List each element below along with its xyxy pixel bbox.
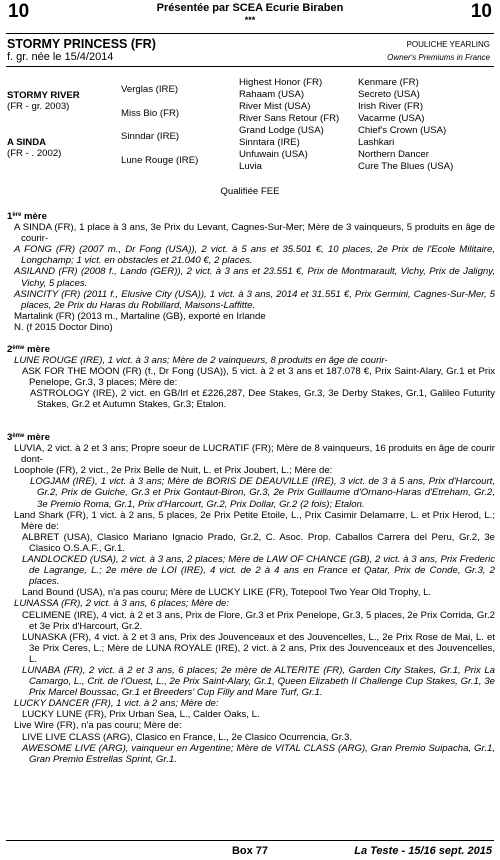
pedigree-sire: STORMY RIVER <box>7 90 80 101</box>
dam3-entry: LUNASSA (FR), 2 vict. à 3 ans, 6 places; Mère de: <box>14 598 230 610</box>
pedigree-gen2: Miss Bio (FR) <box>121 108 180 119</box>
pedigree-gen3: Unfuwain (USA) <box>239 149 308 160</box>
dam1-entry: ASINCITY (FR) (2011 f., Elusive City (USA)), 1 vict. à 3 ans, 2014 et 31.551 €, Prix Germini, Cagnes-Sur-Mer, 5 places, 2e Prix du Haras du Robillard, Maisons-Laffitte. <box>14 288 495 311</box>
dam3-entry: CELIMENE (IRE), 4 vict. à 2 et 3 ans, Prix de Flore, Gr.3 et Prix Penelope, Gr.3, 5 places, 2e Prix Corrida, Gr.2 et 3e Prix d'Harcourt, Gr.2. <box>22 609 495 632</box>
dam1-entry: A FONG (FR) (2007 m., Dr Fong (USA)), 2 vict. à 5 ans et 35.501 €, 10 places, 2e Prix de l'Ecole Militaire, Longchamp; 1 vict. en obstacles et 21.040 €, 2 places. <box>14 244 495 267</box>
consignor-line: Présentée par SCEA Ecurie Biraben <box>156 2 344 14</box>
lot-number-right: 10 <box>470 1 492 22</box>
pedigree-gen3: Highest Honor (FR) <box>239 77 323 88</box>
pedigree-gen3: Sinntara (IRE) <box>239 137 300 148</box>
dam3-entry: LOGJAM (IRE), 1 vict. à 3 ans; Mère de BORIS DE DEAUVILLE (IRE), 3 vict. de 3 à 5 ans, Prix d'Harcourt, Gr.2, Prix de Guiche, Gr.3 et Prix Gontaut-Biron, Gr.3, 2e Prix Guillaume d'Ornano-Haras d'Etreham, Gr.2, 3e Premio Roma, Gr.1, Prix d'Harcourt, Gr.2, Prix Dollar, Gr.2 (2 fois); Etalon. <box>30 476 495 510</box>
dam3-entry: Land Bound (USA), n'a pas couru; Mère de LUCKY LIKE (FR), Totepool Two Year Old Trophy, L. <box>22 587 432 599</box>
dam3-entry: Land Shark (FR), 1 vict. à 2 ans, 5 places, 2e Prix Petite Etoile, L., Prix Casimir Delamarre, L. et Prix Herod, L.; Mère de: <box>14 509 495 532</box>
dam3-entry: Loophole (FR), 2 vict., 2e Prix Belle de Nuit, L. et Prix Joubert, L.; Mère de: <box>14 465 333 477</box>
horse-name: STORMY PRINCESS (FR) <box>7 37 156 51</box>
horse-description: f. gr. née le 15/4/2014 <box>7 51 114 63</box>
pedigree-gen4: Northern Dancer <box>358 149 429 160</box>
dam3-entry: Live Wire (FR), n'a pas couru; Mère de: <box>14 720 182 732</box>
dam3-entry: LUCKY DANCER (FR), 1 vict. à 2 ans; Mère de: <box>14 698 219 710</box>
pedigree-gen4: Vacarme (USA) <box>358 113 425 124</box>
pedigree-gen3: River Mist (USA) <box>239 101 311 112</box>
pedigree-gen4: Secreto (USA) <box>358 89 420 100</box>
pedigree-gen4: Irish River (FR) <box>358 101 424 112</box>
dam2-entry: ASK FOR THE MOON (FR) (f., Dr Fong (USA)), 5 vict. à 2 et 3 ans et 187.078 €, Prix Saint-Alary, Gr.1 et Prix Penelope, Gr.3, 3 places; Mère de: <box>22 366 495 389</box>
dam1-entry: Martalink (FR) (2013 m., Martaline (GB), exporté en Irlande <box>14 310 266 322</box>
dam3-intro: LUVIA, 2 vict. à 2 et 3 ans; Propre soeur de LUCRATIF (FR); Mère de 8 vainqueurs, 16 produits en âge de courir dont- <box>14 443 495 466</box>
dam3-entry: LANDLOCKED (USA), 2 vict. à 3 ans, 2 places; Mère de LAW OF CHANCE (GB), 2 vict. à 3 ans, Prix Frederic de Lagrange, L.; 2e mère de LOI (IRE), 4 vict. de 2 à 4 ans en France et Qatar, Prix de Conde, Gr.3, 2 places. <box>22 554 495 588</box>
dam3-entry: LUCKY LUNE (FR), Prix Urban Sea, L., Calder Oaks, L. <box>22 709 260 721</box>
stars-rating: *** <box>244 15 256 25</box>
box-number: Box 77 <box>231 845 269 857</box>
dam3-entry: LUNASKA (FR), 4 vict. à 2 et 3 ans, Prix des Jouvenceaux et des Jouvencelles, L., 2e Prix Rose de Mai, L. et 3e Prix Ceres, L.; Mère de LUNA ROYALE (IRE), 2 vict. à 2 ans, Prix des Jouvenceaux et des Jouvencelles, L. <box>22 631 495 665</box>
pedigree-gen2: Lune Rouge (IRE) <box>121 155 199 166</box>
pedigree-sire-detail: (FR - gr. 2003) <box>7 101 70 112</box>
dam1-intro: A SINDA (FR), 1 place à 3 ans, 3e Prix du Levant, Cagnes-Sur-Mer; Mère de 3 vainqueurs, 5 produits en âge de courir- <box>14 222 495 245</box>
sale-venue-date: La Teste - 15/16 sept. 2015 <box>354 845 492 857</box>
dam2-section <box>7 344 495 411</box>
pedigree-gen3: Rahaam (USA) <box>239 89 305 100</box>
pedigree-gen2: Sinndar (IRE) <box>121 131 180 142</box>
dam3-heading: 3ème mère <box>7 432 50 443</box>
dam1-entry: N. (f 2015 Doctor Dino) <box>14 321 113 333</box>
lot-number-left: 10 <box>8 1 30 22</box>
dam3-entry: ALBRET (USA), Clasico Mariano Ignacio Prado, Gr.2, C. Asoc. Prop. Caballos Carrera del Peru, Gr.2, 3e Clasico O.S.A.F., Gr.1. <box>22 531 495 554</box>
dam3-entry: AWESOME LIVE (ARG), vainqueur en Argentine; Mère de VITAL CLASS (ARG), Gran Premio Suipacha, Gr.1, Gran Premio Estrellas Sprint, Gr.1. <box>22 742 495 765</box>
owners-premium: Owner's Premiums in France <box>387 53 490 62</box>
pedigree-gen4: Kenmare (FR) <box>358 77 419 88</box>
divider-top <box>6 33 494 34</box>
pedigree-gen4: Lashkari <box>358 137 395 148</box>
divider-bottom <box>6 840 494 841</box>
dam1-section <box>7 211 495 333</box>
dam3-entry: LUNABA (FR), 2 vict. à 2 et 3 ans, 6 places; 2e mère de ALTERITE (FR), Garden City Stakes, Gr.1, Prix La Camargo, L., Crit. de l'Ouest, L., 2e Prix Saint-Alary, Gr.1, Queen Elizabeth II Challenge Cup Stakes, Gr.1, 3e Prix Marcel Boussac, Gr.1 et Breeders' Cup Filly and Mare Turf, Gr.1. <box>22 664 495 699</box>
dam1-heading: 1ère mère <box>7 211 47 222</box>
dam2-intro: LUNE ROUGE (IRE), 1 vict. à 3 ans; Mère de 2 vainqueurs, 8 produits en âge de courir- <box>14 355 388 367</box>
pedigree-gen3: River Sans Retour (FR) <box>239 113 340 124</box>
divider-pedigree <box>6 66 494 67</box>
pedigree-gen2: Verglas (IRE) <box>121 84 179 95</box>
qualification: Qualifiée FEE <box>220 186 280 197</box>
pedigree-gen3: Luvia <box>239 161 262 172</box>
horse-category: POULICHE YEARLING <box>406 40 490 49</box>
dam1-entry: ASILAND (FR) (2008 f., Lando (GER)), 2 vict. à 3 ans et 23.551 €, Prix de Montmarault, Vichy, Prix de Jaligny, Vichy, 5 places. <box>14 266 495 289</box>
pedigree-dam-detail: (FR - . 2002) <box>7 148 62 159</box>
pedigree-gen4: Cure The Blues (USA) <box>358 161 454 172</box>
pedigree-gen4: Chief's Crown (USA) <box>358 125 447 136</box>
pedigree-gen3: Grand Lodge (USA) <box>239 125 324 136</box>
dam2-heading: 2ème mère <box>7 344 50 355</box>
dam2-entry: ASTROLOGY (IRE), 2 vict. en GB/Irl et £226,287, Dee Stakes, Gr.3, 3e Derby Stakes, Gr.1, Galileo Futurity Stakes, Gr.2 et Autumn Stakes, Gr.3; Etalon. <box>30 388 495 411</box>
dam3-section <box>7 432 495 765</box>
dam3-entry: LIVE LIVE CLASS (ARG), Clasico en France, L., 2e Clasico Ocurrencia, Gr.3. <box>22 731 353 743</box>
pedigree-dam: A SINDA <box>7 137 47 148</box>
